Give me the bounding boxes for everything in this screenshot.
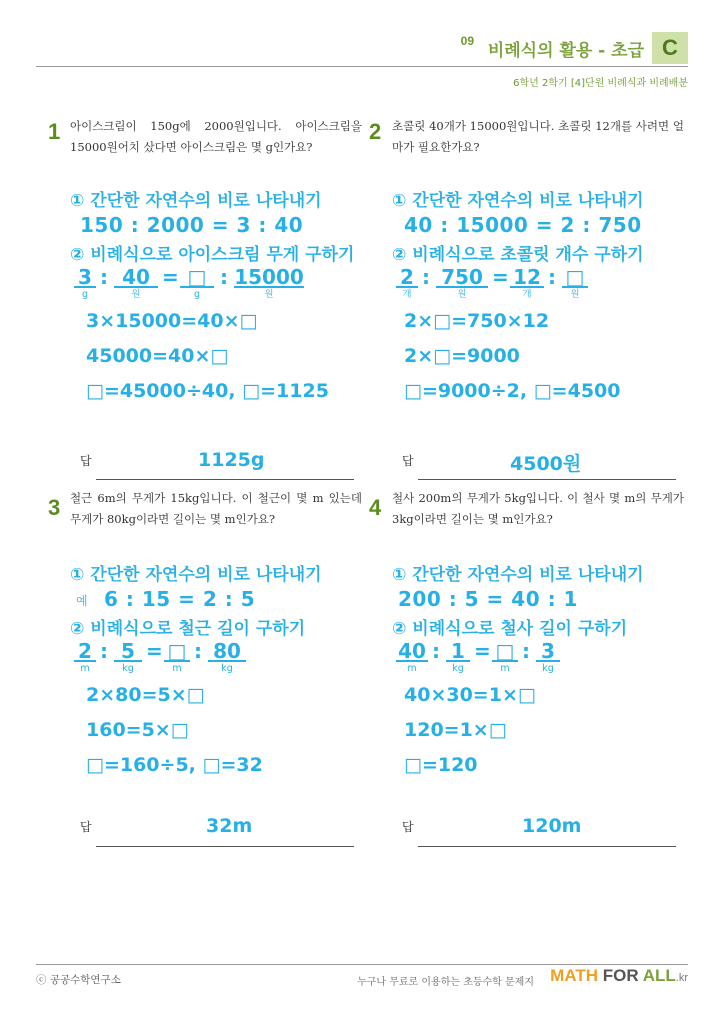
- solution-line-3: □=9000÷2, □=4500: [404, 380, 621, 402]
- solution-line-3: □=45000÷40, □=1125: [86, 380, 329, 402]
- proportion-term: 5 kg: [114, 640, 142, 675]
- page-header: [36, 30, 688, 89]
- answer-value: 120m: [522, 815, 582, 837]
- proportion-term: □ m: [492, 640, 518, 675]
- solution-line-1: 2×□=750×12: [404, 310, 550, 332]
- proportion-term: 750 원: [436, 266, 488, 301]
- proportion-term: □ m: [164, 640, 190, 675]
- answer-label: 답: [80, 820, 92, 834]
- answer-value: 4500원: [510, 453, 582, 475]
- ratio-simplify: 6 : 15 = 2 : 5: [104, 587, 256, 611]
- problem-number: 2: [369, 119, 382, 144]
- proportion-equation: 2 m : 5 kg = □ m : 80 kg: [74, 640, 254, 674]
- answer-label: 답: [402, 454, 414, 468]
- step1-heading: ① 간단한 자연수의 비로 나타내기: [70, 191, 322, 211]
- footer-tagline: 누구나 무료로 이용하는 초등수학 문제지: [357, 977, 534, 988]
- proportion-equation: 3 g : 40 원 = □ g : 15000 원: [74, 266, 304, 300]
- example-marker: 예: [76, 594, 88, 608]
- worksheet-number: 09: [460, 34, 474, 48]
- solution-line-2: 2×□=9000: [404, 345, 520, 367]
- ratio-simplify: 40 : 15000 = 2 : 750: [404, 213, 642, 237]
- proportion-equation: 40 m : 1 kg = □ m : 3 kg: [396, 640, 576, 674]
- solution-line-2: 45000=40×□: [86, 345, 229, 367]
- proportion-term: 15000 원: [234, 265, 304, 300]
- proportion-term: 1 kg: [446, 640, 470, 675]
- proportion-term: 12 개: [510, 266, 544, 301]
- step2-heading: ② 비례식으로 철사 길이 구하기: [392, 619, 628, 639]
- proportion-term: 80 kg: [208, 640, 246, 675]
- problem-question: 철사 200m의 무게가 5kg입니다. 이 철사 몇 m의 무게가 3kg이라면 길이는 몇 m인가요?: [392, 491, 684, 526]
- answer-label: 답: [402, 820, 414, 834]
- footer-divider: [36, 964, 688, 965]
- proportion-term: 2 m: [74, 640, 96, 675]
- step2-heading: ② 비례식으로 아이스크림 무게 구하기: [70, 245, 355, 265]
- problem-question: 아이스크림이 150g에 2000원입니다. 아이스크림을 15000원어치 샀다면 아이스크림은 몇 g인가요?: [70, 119, 362, 154]
- answer-underline: [418, 846, 676, 847]
- answer-underline: [418, 479, 676, 480]
- answer-underline: [96, 846, 354, 847]
- copyright: ⓒ 공공수학연구소: [36, 974, 121, 986]
- worksheet-title: 비례식의 활용 - 초급: [487, 41, 644, 61]
- solution-line-1: 3×15000=40×□: [86, 310, 258, 332]
- brand-logo: MATH FOR ALL.kr: [550, 966, 688, 985]
- problem-number: 3: [48, 495, 61, 520]
- step1-heading: ① 간단한 자연수의 비로 나타내기: [392, 191, 644, 211]
- level-badge: C: [652, 32, 688, 64]
- worksheet-subtitle: 6학년 2학기 [4]단원 비례식과 비례배분: [513, 78, 688, 89]
- solution-line-2: 120=1×□: [404, 719, 507, 741]
- problem-number: 1: [48, 119, 61, 144]
- answer-value: 32m: [206, 815, 253, 837]
- step2-heading: ② 비례식으로 초콜릿 개수 구하기: [392, 245, 644, 265]
- answer-underline: [96, 479, 354, 480]
- solution-line-2: 160=5×□: [86, 719, 189, 741]
- header-divider: [36, 66, 688, 67]
- proportion-term: 2 개: [396, 266, 418, 301]
- proportion-term: □ 원: [562, 266, 588, 301]
- proportion-term: 40 m: [396, 640, 428, 675]
- solution-line-1: 40×30=1×□: [404, 684, 536, 706]
- step1-heading: ① 간단한 자연수의 비로 나타내기: [70, 565, 322, 585]
- ratio-simplify: 200 : 5 = 40 : 1: [398, 587, 578, 611]
- problem-number: 4: [369, 495, 382, 520]
- step1-heading: ① 간단한 자연수의 비로 나타내기: [392, 565, 644, 585]
- proportion-term: □ g: [180, 266, 214, 301]
- proportion-equation: 2 개 : 750 원 = 12 개 : □ 원: [396, 266, 596, 300]
- proportion-term: 3 kg: [536, 640, 560, 675]
- solution-line-1: 2×80=5×□: [86, 684, 205, 706]
- step2-heading: ② 비례식으로 철근 길이 구하기: [70, 619, 306, 639]
- solution-line-3: □=120: [404, 754, 478, 776]
- proportion-term: 40 원: [114, 266, 158, 301]
- problem-question: 초콜릿 40개가 15000원입니다. 초콜릿 12개를 사려면 얼마가 필요한가요?: [392, 119, 684, 154]
- answer-value: 1125g: [198, 449, 265, 471]
- answer-label: 답: [80, 454, 92, 468]
- proportion-term: 3 g: [74, 266, 96, 301]
- problem-question: 철근 6m의 무게가 15kg입니다. 이 철근이 몇 m 있는데 무게가 80kg이라면 길이는 몇 m인가요?: [70, 491, 362, 526]
- ratio-simplify: 150 : 2000 = 3 : 40: [80, 213, 304, 237]
- solution-line-3: □=160÷5, □=32: [86, 754, 263, 776]
